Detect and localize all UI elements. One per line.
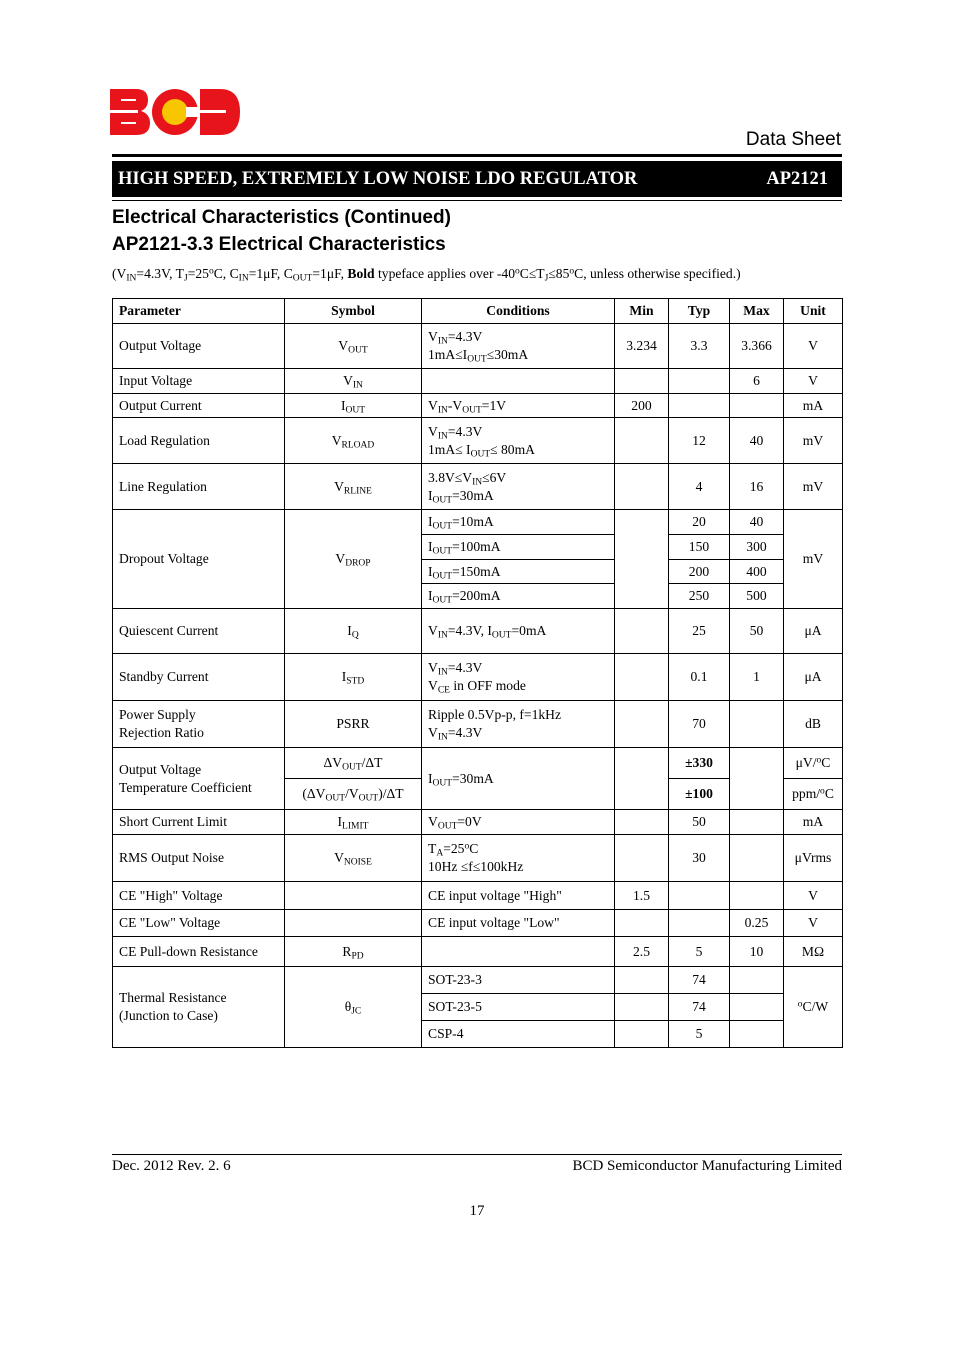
symbol-cell: $V_{RLINE}$ — [285, 464, 422, 510]
conditions-cell: $V_{OUT}=0V$ — [422, 810, 615, 835]
table-row — [113, 701, 843, 748]
column-header: Min — [615, 299, 669, 324]
typ-cell: 30 — [669, 835, 730, 882]
max-cell: 3.366 — [730, 324, 784, 369]
typ-cell: 74 — [669, 967, 730, 994]
electrical-characteristics-table — [112, 298, 843, 1048]
conditions-cell: Ripple 0.5Vp-p, f=1kHz $V_{IN}=4.3V$ — [422, 701, 615, 748]
column-header: Unit — [784, 299, 843, 324]
typ-cell: 70 — [669, 701, 730, 748]
typ-cell — [669, 882, 730, 910]
parameter-cell: CE "Low" Voltage — [113, 910, 285, 937]
typ-cell: 4 — [669, 464, 730, 510]
parameter-cell: Dropout Voltage — [113, 510, 285, 609]
symbol-cell: $V_{OUT}$ — [285, 324, 422, 369]
parameter-cell: Line Regulation — [113, 464, 285, 510]
table-row — [113, 324, 843, 369]
symbol-cell: $V_{DROP}$ — [285, 510, 422, 609]
unit-cell: V — [784, 324, 843, 369]
typ-cell: ±330 — [669, 748, 730, 779]
max-cell — [730, 1021, 784, 1048]
page-number: 17 — [469, 1203, 485, 1219]
conditions-cell: SOT-23-5 — [422, 994, 615, 1021]
conditions-cell — [422, 369, 615, 394]
symbol-cell: $I_Q$ — [285, 609, 422, 654]
max-cell — [730, 748, 784, 810]
min-cell — [615, 701, 669, 748]
symbol-cell: $\theta_{JC}$ — [285, 967, 422, 1048]
table-row — [113, 967, 843, 994]
company-name: BCD Semiconductor Manufacturing Limited — [572, 1158, 842, 1174]
conditions-cell: $T_A=25^oC$ 10Hz ≤f≤100kHz — [422, 835, 615, 882]
max-cell: 6 — [730, 369, 784, 394]
typ-cell: 25 — [669, 609, 730, 654]
table-row — [113, 835, 843, 882]
symbol-cell — [285, 882, 422, 910]
unit-cell: μV/$^o$C — [784, 748, 843, 779]
table-row — [113, 418, 843, 464]
max-cell — [730, 967, 784, 994]
min-cell — [615, 748, 669, 810]
symbol-cell: $I_{LIMIT}$ — [285, 810, 422, 835]
unit-cell: μA — [784, 609, 843, 654]
column-header: Typ — [669, 299, 730, 324]
column-header: Parameter — [113, 299, 285, 324]
min-cell — [615, 967, 669, 994]
typ-cell: ±100 — [669, 779, 730, 810]
conditions-cell: $V_{IN}=4.3V$ $1mA\le I_{OUT}\le 80mA$ — [422, 418, 615, 464]
max-cell — [730, 835, 784, 882]
parameter-cell: Standby Current — [113, 654, 285, 701]
max-cell: 10 — [730, 937, 784, 967]
parameter-cell: Power Supply Rejection Ratio — [113, 701, 285, 748]
max-cell — [730, 810, 784, 835]
bold-note: Bold — [347, 266, 375, 281]
max-cell: 40 — [730, 510, 784, 535]
min-cell — [615, 1021, 669, 1048]
min-cell — [615, 510, 669, 609]
conditions-cell: $V_{IN}-V_{OUT}=1V$ — [422, 394, 615, 418]
max-cell — [730, 994, 784, 1021]
conditions-cell: $I_{OUT}=10mA$ — [422, 510, 615, 535]
document-title: HIGH SPEED, EXTREMELY LOW NOISE LDO REGULATOR — [118, 169, 638, 189]
parameter-cell: Output Voltage Temperature Coefficient — [113, 748, 285, 810]
conditions-cell: CE input voltage "Low" — [422, 910, 615, 937]
max-cell: 40 — [730, 418, 784, 464]
min-cell — [615, 464, 669, 510]
typ-cell: 12 — [669, 418, 730, 464]
unit-cell: μA — [784, 654, 843, 701]
column-header: Conditions — [422, 299, 615, 324]
data-sheet-label: Data Sheet — [745, 129, 841, 150]
conditions-cell: $3.8V\le V_{IN}\le 6V$ $I_{OUT}=30mA$ — [422, 464, 615, 510]
test-conditions: ($V_{IN}=4.3V$, $T_J=25^oC$, $C_{IN}=1\mu F$, $C_{OUT}=1\mu F$, Bold typeface applies over $-40^oC\le T_J\le 85^oC$, unless otherwise specified.) — [112, 266, 741, 284]
typ-cell: 200 — [669, 560, 730, 584]
min-cell: 2.5 — [615, 937, 669, 967]
parameter-cell: Quiescent Current — [113, 609, 285, 654]
parameter-cell: Load Regulation — [113, 418, 285, 464]
max-cell: 400 — [730, 560, 784, 584]
symbol-cell — [285, 910, 422, 937]
table-row — [113, 510, 843, 535]
max-cell: 300 — [730, 535, 784, 560]
max-cell — [730, 701, 784, 748]
conditions-cell: $V_{IN}=4.3V$ $V_{CE}$ in OFF mode — [422, 654, 615, 701]
typ-cell — [669, 394, 730, 418]
min-cell — [615, 654, 669, 701]
min-cell: 3.234 — [615, 324, 669, 369]
column-header: Symbol — [285, 299, 422, 324]
table-row — [113, 910, 843, 937]
symbol-cell: $I_{OUT}$ — [285, 394, 422, 418]
max-cell: 0.25 — [730, 910, 784, 937]
min-cell: 200 — [615, 394, 669, 418]
conditions-cell: $I_{OUT}=200mA$ — [422, 584, 615, 609]
parameter-cell: Output Voltage — [113, 324, 285, 369]
table-header-row — [113, 299, 843, 324]
symbol-cell: $\Delta V_{OUT}/\Delta T$ — [285, 748, 422, 779]
unit-cell: MΩ — [784, 937, 843, 967]
unit-cell: mV — [784, 418, 843, 464]
symbol-cell: $V_{IN}$ — [285, 369, 422, 394]
min-cell — [615, 835, 669, 882]
parameter-cell: CE "High" Voltage — [113, 882, 285, 910]
table-row — [113, 654, 843, 701]
unit-cell: V — [784, 369, 843, 394]
parameter-cell: Input Voltage — [113, 369, 285, 394]
min-cell — [615, 609, 669, 654]
conditions-cell: CE input voltage "High" — [422, 882, 615, 910]
symbol-cell: $(\Delta V_{OUT}/V_{OUT})/\Delta T$ — [285, 779, 422, 810]
min-cell — [615, 369, 669, 394]
table-row — [113, 609, 843, 654]
symbol-cell: PSRR — [285, 701, 422, 748]
typ-cell: 250 — [669, 584, 730, 609]
typ-cell — [669, 369, 730, 394]
typ-cell: 50 — [669, 810, 730, 835]
parameter-cell: CE Pull-down Resistance — [113, 937, 285, 967]
parameter-cell: Short Current Limit — [113, 810, 285, 835]
symbol-cell: $R_{PD}$ — [285, 937, 422, 967]
title-banner — [112, 161, 842, 197]
table-row — [113, 748, 843, 779]
unit-cell: ppm/$^o$C — [784, 779, 843, 810]
typ-cell: 20 — [669, 510, 730, 535]
max-cell — [730, 882, 784, 910]
unit-cell: μVrms — [784, 835, 843, 882]
section-subtitle: AP2121-3.3 Electrical Characteristics — [112, 234, 446, 255]
unit-cell: mV — [784, 464, 843, 510]
typ-cell: 5 — [669, 937, 730, 967]
conditions-cell: $I_{OUT}=30mA$ — [422, 748, 615, 810]
conditions-cell — [422, 937, 615, 967]
unit-cell: mV — [784, 510, 843, 609]
banner-rule — [112, 200, 842, 201]
symbol-cell: $I_{STD}$ — [285, 654, 422, 701]
typ-cell — [669, 910, 730, 937]
unit-cell: mA — [784, 394, 843, 418]
typ-cell: 150 — [669, 535, 730, 560]
typ-cell: 5 — [669, 1021, 730, 1048]
parameter-cell: Thermal Resistance (Junction to Case) — [113, 967, 285, 1048]
footer-rule — [112, 1154, 842, 1155]
conditions-cell: $V_{IN}=4.3V$ $1mA\le I_{OUT}\le 30mA$ — [422, 324, 615, 369]
section-title: Electrical Characteristics (Continued) — [112, 207, 451, 228]
unit-cell: V — [784, 882, 843, 910]
symbol-cell: $V_{NOISE}$ — [285, 835, 422, 882]
max-cell: 50 — [730, 609, 784, 654]
conditions-cell: $V_{IN}=4.3V$, $I_{OUT}=0mA$ — [422, 609, 615, 654]
table-row — [113, 810, 843, 835]
max-cell: 16 — [730, 464, 784, 510]
min-cell — [615, 418, 669, 464]
min-cell — [615, 910, 669, 937]
column-header: Max — [730, 299, 784, 324]
typ-cell: 0.1 — [669, 654, 730, 701]
unit-cell: mA — [784, 810, 843, 835]
min-cell — [615, 810, 669, 835]
conditions-cell: $I_{OUT}=100mA$ — [422, 535, 615, 560]
unit-cell: $^o$C/W — [784, 967, 843, 1048]
max-cell: 500 — [730, 584, 784, 609]
conditions-cell: SOT-23-3 — [422, 967, 615, 994]
header-rule — [112, 154, 842, 157]
parameter-cell: RMS Output Noise — [113, 835, 285, 882]
table-row — [113, 882, 843, 910]
table-row — [113, 937, 843, 967]
table-row — [113, 369, 843, 394]
unit-cell: dB — [784, 701, 843, 748]
bcd-logo — [110, 89, 240, 135]
symbol-cell: $V_{RLOAD}$ — [285, 418, 422, 464]
typ-cell: 3.3 — [669, 324, 730, 369]
min-cell — [615, 994, 669, 1021]
max-cell: 1 — [730, 654, 784, 701]
part-number: AP2121 — [766, 169, 828, 189]
typ-cell: 74 — [669, 994, 730, 1021]
parameter-cell: Output Current — [113, 394, 285, 418]
min-cell: 1.5 — [615, 882, 669, 910]
conditions-cell: $I_{OUT}=150mA$ — [422, 560, 615, 584]
table-row — [113, 394, 843, 418]
revision-date: Dec. 2012 Rev. 2. 6 — [112, 1158, 231, 1174]
table-row — [113, 464, 843, 510]
unit-cell: V — [784, 910, 843, 937]
conditions-cell: CSP-4 — [422, 1021, 615, 1048]
max-cell — [730, 394, 784, 418]
